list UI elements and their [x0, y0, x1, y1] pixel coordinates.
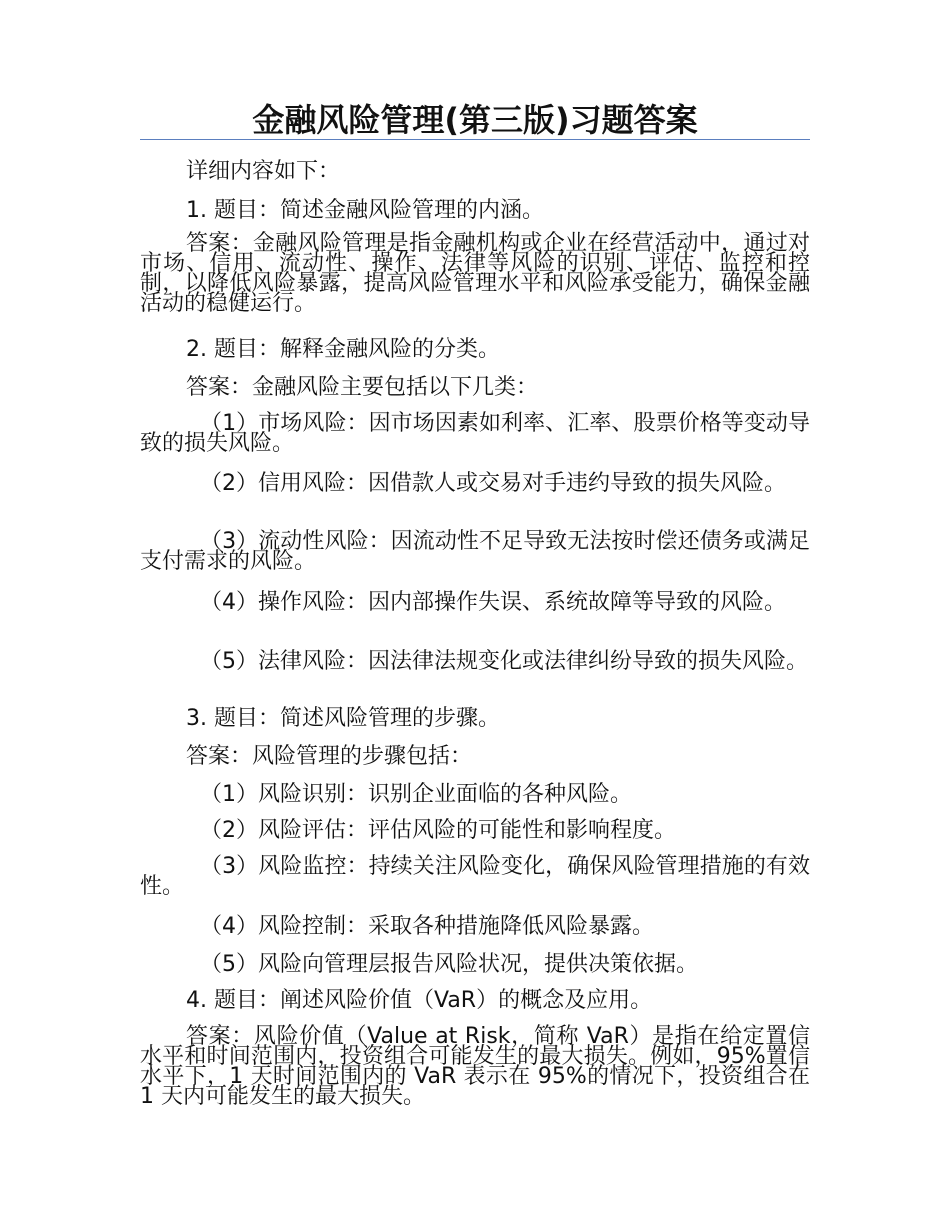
answer-3-intro: 答案：风险管理的步骤包括： — [186, 744, 473, 769]
answer-3-item-1: （1）风险识别：识别企业面临的各种风险。 — [200, 782, 632, 807]
answer-3-item-4: （4）风险控制：采取各种措施降低风险暴露。 — [200, 914, 654, 939]
answer-2-item-5: （5）法律风险：因法律法规变化或法律纠纷导致的损失风险。 — [200, 649, 808, 674]
question-1: 1. 题目：简述金融风险管理的内涵。 — [186, 198, 544, 223]
question-3: 3. 题目：简述风险管理的步骤。 — [186, 706, 500, 731]
answer-3-item-5: （5）风险向管理层报告风险状况，提供决策依据。 — [200, 952, 698, 977]
answer-3-item-3: （3）风险监控：持续关注风险变化，确保风险管理措施的有效性。 — [140, 854, 810, 899]
answer-2-item-2: （2）信用风险：因借款人或交易对手违约导致的损失风险。 — [200, 471, 786, 496]
document-title: 金融风险管理(第三版)习题答案 — [252, 101, 698, 139]
title-underline — [140, 139, 810, 140]
answer-2-item-1: （1）市场风险：因市场因素如利率、汇率、股票价格等变动导致的损失风险。 — [140, 411, 810, 456]
answer-2-item-3: （3）流动性风险：因流动性不足导致无法按时偿还债务或满足支付需求的风险。 — [140, 529, 810, 574]
answer-4: 答案：风险价值（Value at Risk，简称 VaR）是指在给定置信水平和时间范围内，投资组合可能发生的最大损失。例如，95%置信水平下，1 天时间范围内的 VaR 表示在 95%的情况下，投资组合在 1 天内可能发生的最大损失。 — [140, 1024, 810, 1109]
question-4: 4. 题目：阐述风险价值（VaR）的概念及应用。 — [186, 988, 653, 1013]
answer-2-intro: 答案：金融风险主要包括以下几类： — [186, 375, 539, 400]
intro-text: 详细内容如下： — [186, 159, 341, 184]
question-2: 2. 题目：解释金融风险的分类。 — [186, 337, 500, 362]
answer-1: 答案：金融风险管理是指金融机构或企业在经营活动中，通过对市场、信用、流动性、操作、法律等风险的识别、评估、监控和控制，以降低风险暴露，提高风险管理水平和风险承受能力，确保金融活动的稳健运行。 — [140, 231, 810, 316]
answer-2-item-4: （4）操作风险：因内部操作失误、系统故障等导致的风险。 — [200, 590, 786, 615]
answer-3-item-2: （2）风险评估：评估风险的可能性和影响程度。 — [200, 818, 676, 843]
